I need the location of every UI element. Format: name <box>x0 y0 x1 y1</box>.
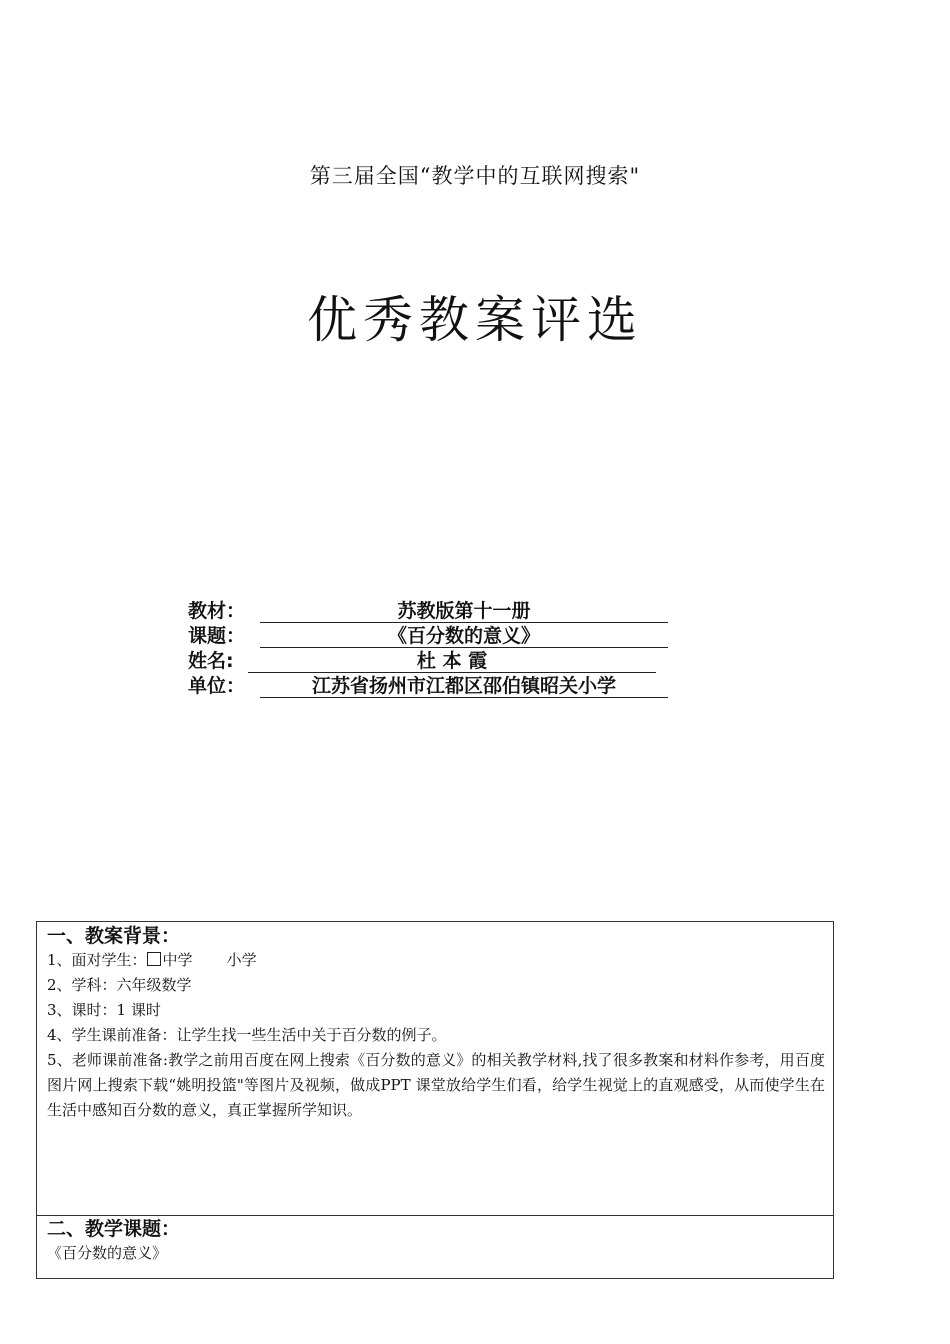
audience-line <box>47 948 833 973</box>
name-value: 杜 本 霞 <box>248 650 656 673</box>
material-label: 教材： <box>188 600 246 622</box>
page-title: 优秀教案评选 <box>307 291 643 349</box>
info-row-topic <box>188 623 668 648</box>
lesson-table <box>36 921 834 1279</box>
topic-label: 课题： <box>188 625 246 647</box>
name-label: 姓名: <box>188 650 234 672</box>
unit-label: 单位： <box>188 675 246 697</box>
info-row-name <box>188 648 668 673</box>
section-topic <box>37 1215 833 1266</box>
student-prep-line: 4、学生课前准备：让学生找一些生活中关于百分数的例子。 <box>47 1026 447 1044</box>
contest-subtitle: 第三届全国“教学中的互联网搜索" <box>309 164 641 188</box>
section-topic-value: 《百分数的意义》 <box>47 1244 168 1262</box>
topic-value: 《百分数的意义》 <box>260 625 668 648</box>
info-row-material <box>188 598 668 623</box>
option-middle-school: 中学 <box>162 951 193 969</box>
unit-value: 江苏省扬州市江都区邵伯镇昭关小学 <box>260 675 668 698</box>
info-block <box>188 598 668 698</box>
class-hours-line: 3、课时：1 课时 <box>47 1001 161 1019</box>
material-value: 苏教版第十一册 <box>260 600 668 623</box>
info-row-unit <box>188 673 668 698</box>
checkbox-icon[interactable] <box>147 952 161 966</box>
teacher-prep-paragraph: 5、老师课前准备:教学之前用百度在网上搜索《百分数的意义》的相关教学材料,找了很多教案和材料作参考，用百度图片网上搜索下载“姚明投篮"等图片及视频，做成PPT 课堂放给学生们看，给学生视觉上的直观感受，从而使学生在生活中感知百分数的意义，真正掌握所学知识。 <box>47 1051 825 1119</box>
section-topic-heading: 二、教学课题： <box>47 1218 181 1240</box>
subject-line: 2、学科：六年级数学 <box>47 976 192 994</box>
option-primary-school: 小学 <box>226 951 257 969</box>
audience-label: 1、面对学生： <box>47 951 147 969</box>
section-background <box>37 922 833 1216</box>
section-background-heading: 一、教案背景： <box>47 925 181 947</box>
